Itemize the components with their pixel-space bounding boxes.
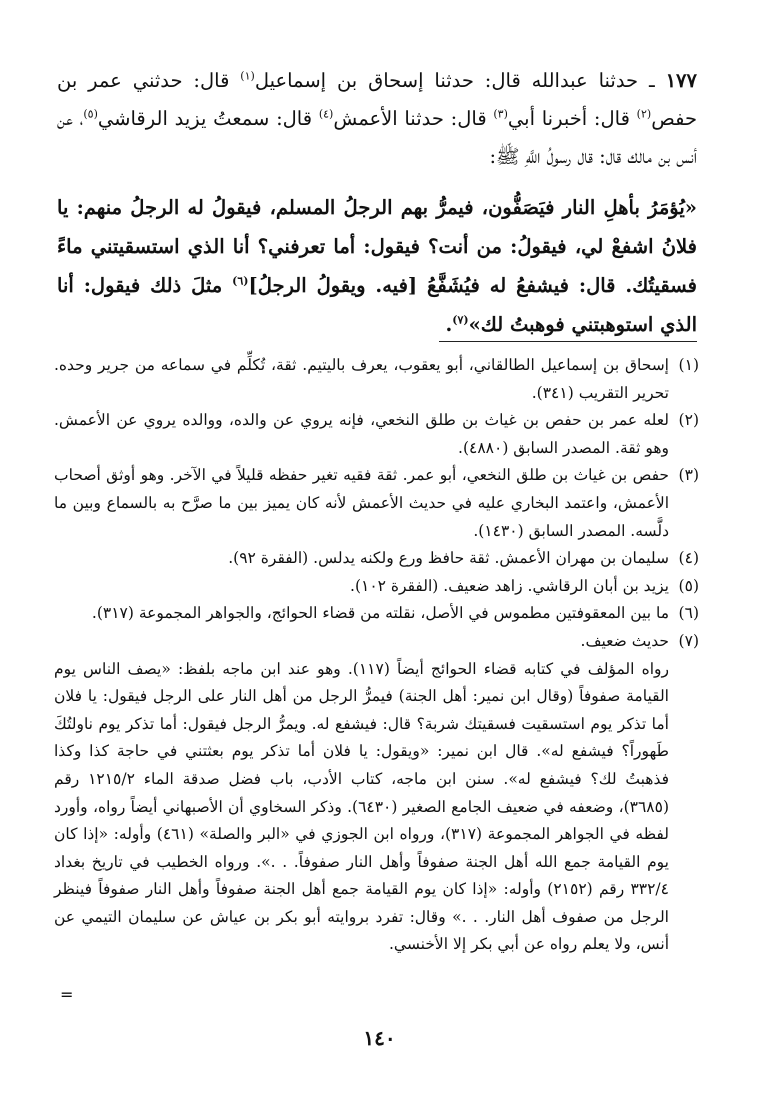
footnote-number: (٤) bbox=[678, 549, 699, 568]
isnad-segment: قال: حدثني عمر بن حفص bbox=[57, 69, 697, 130]
isnad-paragraph bbox=[57, 62, 697, 176]
footnote-7 bbox=[54, 628, 699, 959]
isnad-segment: ـ حدثنا عبدالله قال: حدثنا إسحاق بن إسماعيل bbox=[254, 69, 666, 92]
page-number: ١٤٠ bbox=[363, 1026, 396, 1050]
footnote-ref: (٧) bbox=[452, 313, 469, 327]
footnote-ref: (٣) bbox=[493, 107, 508, 121]
footnote-divider bbox=[439, 341, 697, 342]
footnote-7-text: رواه المؤلف في كتابه قضاء الحوائج أيضاً (١١٧). وهو عند ابن ماجه بلفظ: «يصف الناس يوم القيامة صفوفاً (وقال ابن نمير: أهل الجنة) فيمرُّ الرجل من أهل النار على الرجل فيقول: يا فلان أما تذكر يوم استسقيت فسقيتك شربة؟ قال: فيشفع له. ويمرُّ الرجل فيقول: أما تذكر يوم ناولتُكَ طَهوراً؟ فيشفع له». قال ابن نمير: «ويقول: يا فلان أما تذكر يوم بعثتني في حاجة كذا وكذا فذهبتُ لك؟ فيشفع له». سنن ابن ماجه، كتاب الأدب، باب فضل صدقة الماء ١٢١٥/٢ رقم (٣٦٨٥)، وضعفه في ضعيف الجامع الصغير (٦٤٣٠). وذكر السخاوي أن الأصبهاني أيضاً رواه، وأورد لفظه في الجواهر المجموعة (٣١٧)، ورواه ابن الجوزي في «البر والصلة» (٤٦١) وأوله: «إذا كان يوم القيامة جمع الله أهل الجنة صفوفاً وأهل النار صفوفاً. . .». ورواه الخطيب في تاريخ بغداد ٣٣٢/٤ رقم (٢١٥٢) وأوله: «إذا كان يوم القيامة جمع أهل الجنة صفوفاً وأهل النار صفوفاً فينظر الرجل من صفوف أهل النار. . .» وقال: تفرد بروايته أبو بكر بن عياش عن سليمان التيمي عن أنس، ولا يعلم رواه عن أبي بكر إلا الأخنسي. bbox=[54, 659, 669, 954]
footnote-body: لعله عمر بن حفص بن غياث بن طلق النخعي، فإنه يروي عن والده، ووالده يروي عن الأعمش. وهو ثقة. المصدر السابق (٤٨٨٠). bbox=[54, 411, 669, 457]
hadith-number: ١٧٧ bbox=[665, 69, 697, 92]
footnote-number: (٥) bbox=[678, 576, 699, 595]
footnote-body bbox=[54, 628, 669, 959]
isnad-text bbox=[57, 69, 697, 168]
footnote-number: (٣) bbox=[678, 466, 699, 485]
footnote-list bbox=[54, 352, 699, 628]
footnote-ref: (٢) bbox=[636, 107, 652, 121]
footnote-number: (٢) bbox=[678, 411, 699, 430]
isnad-segment: قال: أخبرنا أبي bbox=[507, 107, 637, 130]
footnote-5 bbox=[54, 573, 699, 601]
footnote-1 bbox=[54, 352, 699, 407]
isnad-segment: ، عن أنس بن مالك قال: قال رسولُ اللَّهِ ﷺ: bbox=[57, 107, 697, 168]
footnote-ref: (١) bbox=[240, 69, 255, 83]
footnote-number: (٧) bbox=[678, 631, 699, 650]
footnote-body: ما بين المعقوفتين مطموس في الأصل، نقلته من قضاء الحوائج، والجواهر المجموعة (٣١٧). bbox=[91, 604, 669, 623]
footnote-number: (٦) bbox=[678, 604, 699, 623]
footnote-ref: (٥) bbox=[83, 107, 98, 121]
isnad-segment: قال: حدثنا الأعمش bbox=[333, 107, 494, 130]
footnote-4 bbox=[54, 545, 699, 573]
footnote-body: يزيد بن أبان الرقاشي. زاهد ضعيف. (الفقرة ١٠٢). bbox=[350, 576, 669, 595]
footnote-body: حفص بن غياث بن طلق النخعي، أبو عمر. ثقة فقيه تغير حفظه قليلاً في الآخر. وهو أوثق أصحاب الأعمش، واعتمد البخاري عليه في حديث الأعمش لأنه كان يميز بين ما صرَّح به بالسماع وبين ما دلَّسه. المصدر السابق (١٤٣٠). bbox=[54, 466, 669, 540]
footnote-body: سليمان بن مهران الأعمش. ثقة حافظ ورع ولكنه يدلس. (الفقرة ٩٢). bbox=[228, 549, 669, 568]
footnote-6 bbox=[54, 600, 699, 628]
isnad-segment: قال: سمعتُ يزيد الرقاشي bbox=[97, 107, 319, 130]
footnote-number: (١) bbox=[678, 356, 699, 374]
footnote-3 bbox=[54, 462, 699, 545]
footnote-7-lead: حديث ضعيف. bbox=[580, 631, 669, 650]
hadith-segment: . bbox=[445, 313, 453, 336]
hadith-text bbox=[57, 196, 697, 336]
footnote-2 bbox=[54, 407, 699, 462]
hadith-segment: مثلَ ذلك فيقول: أنا الذي استوهبتني فوهبتُ لك» bbox=[57, 274, 697, 336]
footnote-ref: (٦) bbox=[232, 274, 249, 288]
footnote-ref: (٤) bbox=[318, 107, 334, 121]
footnotes bbox=[54, 352, 699, 959]
footnote-body: إسحاق بن إسماعيل الطالقاني، أبو يعقوب، يعرف باليتيم. ثقة، تُكلِّم في سماعه من جرير وحده. تحرير التقريب (٣٤١). bbox=[54, 356, 669, 402]
continuation-mark: = bbox=[60, 985, 74, 1004]
hadith-matn bbox=[57, 188, 697, 344]
hadith-segment: «يُؤمَرُ بأهلِ النار فيَصَفُّون، فيمرُّ بهم الرجلُ المسلم، فيقولُ له الرجلُ منهم: يا فلانُ اشفعْ لي، فيقولُ: من أنت؟ فيقول: أما تعرفني؟ أنا الذي استسقيتني ماءً فسقيتُك. قال: فيشفعُ له فيُشَفَّعُ [فيه. ويقولُ الرجلُ] bbox=[57, 196, 697, 297]
hadith-block bbox=[57, 62, 697, 344]
